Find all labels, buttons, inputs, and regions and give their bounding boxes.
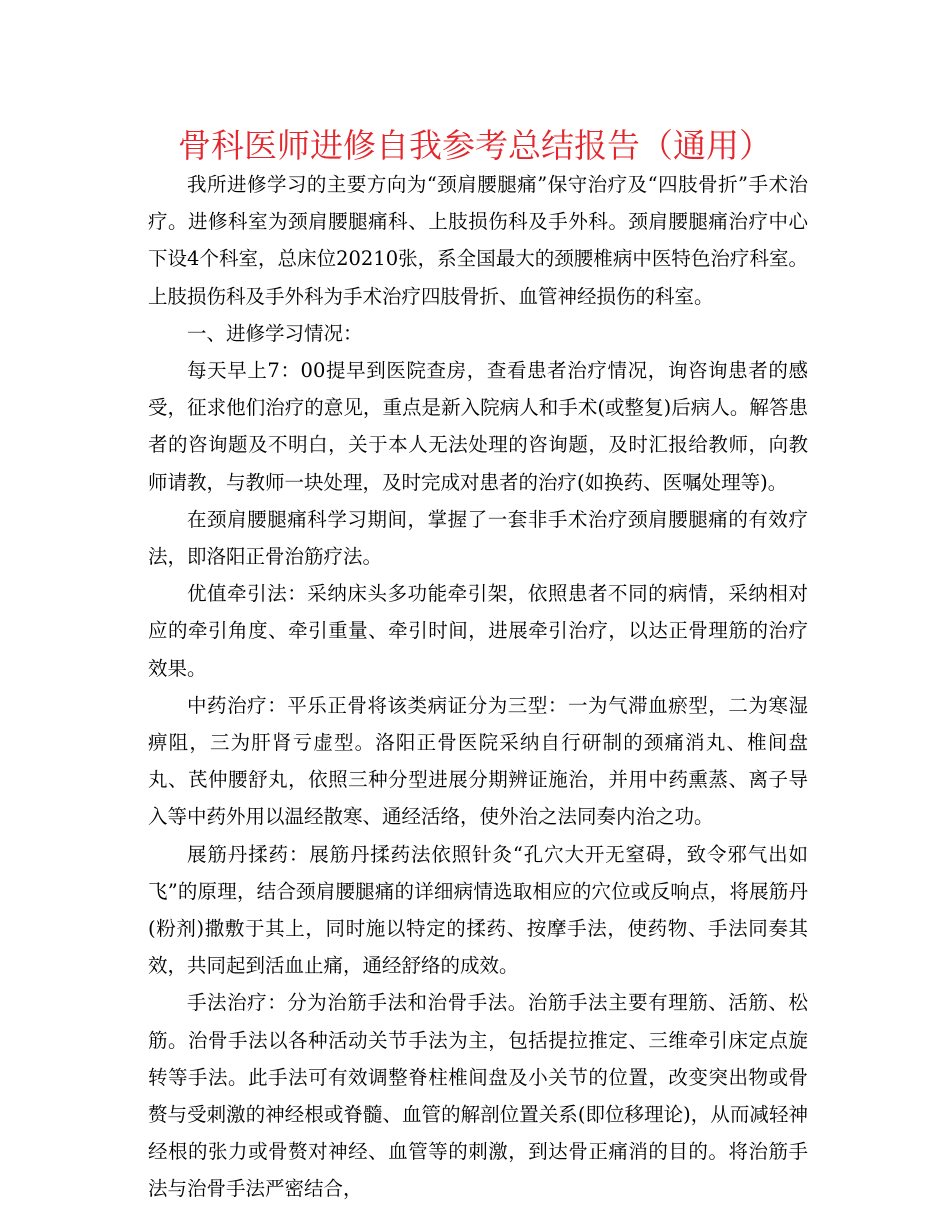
paragraph-intro: 我所进修学习的主要方向为“颈肩腰腿痛”保守治疗及“四肢骨折”手术治疗。进修科室为颈肩腰腿痛科、上肢损伤科及手外科。颈肩腰腿痛治疗中心下设4个科室，总床位20210张，系全国最大的颈腰椎病中医特色治疗科室。上肢损伤科及手外科为手术治疗四肢骨折、血管神经损伤的科室。 xyxy=(148,173,808,308)
paragraph-study-period: 在颈肩腰腿痛科学习期间，掌握了一套非手术治疗颈肩腰腿痛的有效疗法，即洛阳正骨治筋疗法。 xyxy=(148,507,808,569)
document-body xyxy=(148,166,808,1208)
paragraph-traction: 优值牵引法：采纳床头多功能牵引架，依照患者不同的病情，采纳相对应的牵引角度、牵引重量、牵引时间，进展牵引治疗，以达正骨理筋的治疗效果。 xyxy=(148,582,808,680)
paragraph-daily-rounds: 每天早上7：00提早到医院查房，查看患者治疗情况，询咨询患者的感受，征求他们治疗的意见，重点是新入院病人和手术(或整复)后病人。解答患者的咨询题及不明白，关于本人无法处理的咨询题，及时汇报给教师，向教师请教，与教师一块处理，及时完成对患者的治疗(如换药、医嘱处理等)。 xyxy=(148,359,808,494)
document-title: 骨科医师进修自我参考总结报告（通用） xyxy=(178,126,772,165)
paragraph-manual-therapy: 手法治疗：分为治筋手法和治骨手法。治筋手法主要有理筋、活筋、松筋。治骨手法以各种活动关节手法为主，包括提拉推定、三维牵引床定点旋转等手法。此手法可有效调整脊柱椎间盘及小关节的位置，改变突出物或骨赘与受刺激的神经根或脊髓、血管的解剖位置关系(即位移理论)，从而减轻神经根的张力或骨赘对神经、血管等的刺激，到达骨正痛消的目的。将治筋手法与治骨手法严密结合， xyxy=(148,991,808,1201)
paragraph-section-heading: 一、进修学习情况： xyxy=(187,321,363,345)
paragraph-zhanjindan: 展筋丹揉药：展筋丹揉药法依照针灸“孔穴大开无窒碍，致令邪气出如飞”的原理，结合颈肩腰腿痛的详细病情选取相应的穴位或反响点，将展筋丹(粉剂)撒敷于其上，同时施以特定的揉药、按摩手法，使药物、手法同奏其效，共同起到活血止痛，通经舒络的成效。 xyxy=(148,842,808,978)
paragraph-herbal-treatment: 中药治疗：平乐正骨将该类病证分为三型：一为气滞血瘀型，二为寒湿痹阻，三为肝肾亏虚型。洛阳正骨医院采纳自行研制的颈痛消丸、椎间盘丸、芪仲腰舒丸，依照三种分型进展分期辨证施治，并用中药熏蒸、离子导入等中药外用以温经散寒、通经活络，使外治之法同奏内治之功。 xyxy=(148,693,808,829)
